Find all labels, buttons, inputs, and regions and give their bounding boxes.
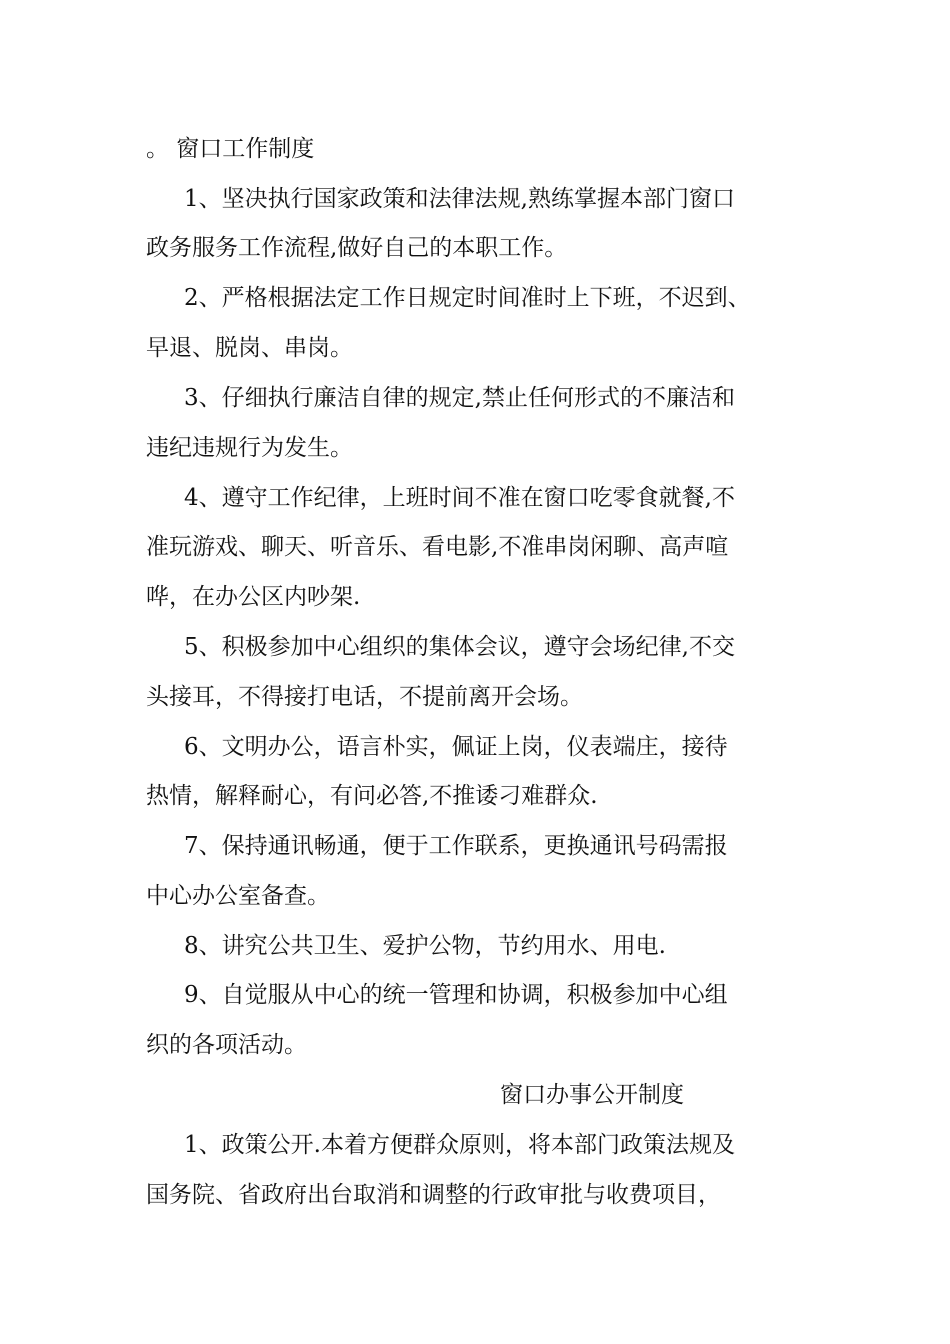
rule-5-line-1: 5、积极参加中心组织的集体会议，遵守会场纪律,不交 <box>184 634 735 660</box>
rule-1-line-1: 1、坚决执行国家政策和法律法规,熟练掌握本部门窗口 <box>184 186 735 212</box>
rule-7-line-2: 中心办公室备查。 <box>146 883 330 909</box>
disclosure-rule-1-line-2: 国务院、省政府出台取消和调整的行政审批与收费项目， <box>146 1182 721 1208</box>
rule-7-line-1: 7、保持通讯畅通，便于工作联系，更换通讯号码需报 <box>184 833 728 859</box>
rule-6-line-2: 热情，解释耐心，有问必答,不推诿刁难群众. <box>146 783 598 809</box>
rule-4-line-3: 哗，在办公区内吵架. <box>146 584 361 610</box>
section-heading-window-disclosure-rules: 窗口办事公开制度 <box>500 1082 684 1108</box>
rule-2-line-2: 早退、脱岗、串岗。 <box>146 335 353 361</box>
rule-2-line-1: 2、严格根据法定工作日规定时间准时上下班，不迟到、 <box>184 285 751 311</box>
rule-1-line-2: 政务服务工作流程,做好自己的本职工作。 <box>146 235 568 261</box>
rule-8-line-1: 8、讲究公共卫生、爱护公物，节约用水、用电. <box>184 933 666 959</box>
rule-3-line-1: 3、仔细执行廉洁自律的规定,禁止任何形式的不廉洁和 <box>184 385 735 411</box>
rule-3-line-2: 违纪违规行为发生。 <box>146 435 353 461</box>
rule-4-line-2: 准玩游戏、聊天、听音乐、看电影,不准串岗闲聊、高声喧 <box>146 534 729 560</box>
rule-9-line-2: 织的各项活动。 <box>146 1032 307 1058</box>
rule-4-line-1: 4、遵守工作纪律，上班时间不准在窗口吃零食就餐,不 <box>184 485 735 511</box>
disclosure-rule-1-line-1: 1、政策公开.本着方便群众原则，将本部门政策法规及 <box>184 1132 735 1158</box>
section-heading-window-work-rules: 。 窗口工作制度 <box>146 136 315 162</box>
rule-9-line-1: 9、自觉服从中心的统一管理和协调，积极参加中心组 <box>184 982 728 1008</box>
rule-5-line-2: 头接耳，不得接打电话，不提前离开会场。 <box>146 684 583 710</box>
rule-6-line-1: 6、文明办公，语言朴实，佩证上岗，仪表端庄，接待 <box>184 734 728 760</box>
